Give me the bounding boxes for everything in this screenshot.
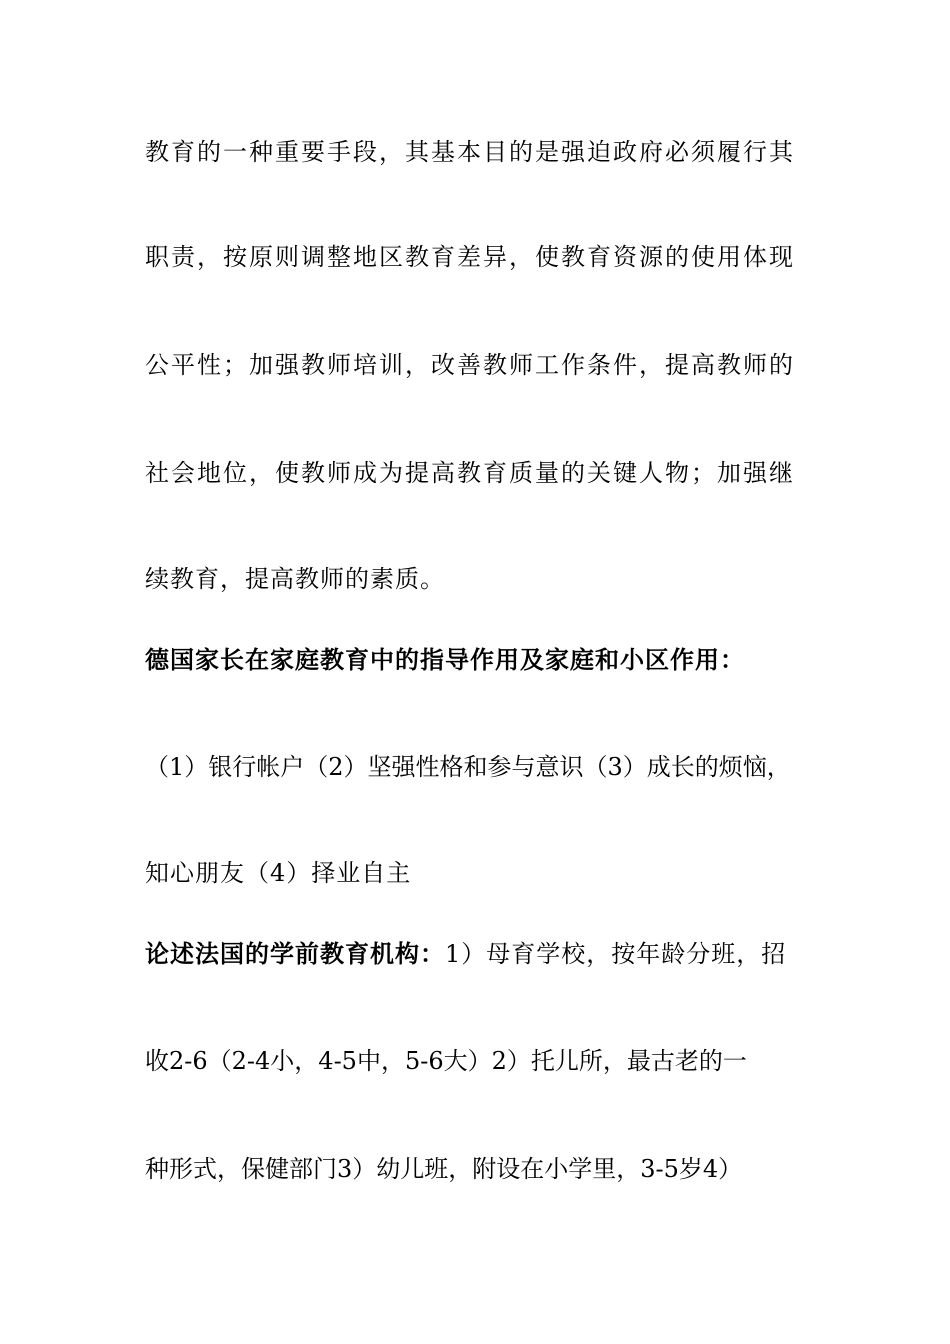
paragraph-line: 社会地位，使教师成为提高教育质量的关键人物；加强继 <box>145 459 795 487</box>
germany-list-line: 知心朋友（4）择业自主 <box>145 859 412 887</box>
section-heading-france: 论述法国的学前教育机构： <box>145 939 445 968</box>
section-heading-germany: 德国家长在家庭教育中的指导作用及家庭和小区作用： <box>145 645 745 674</box>
paragraph-line: 教育的一种重要手段，其基本目的是强迫政府必须履行其 <box>145 138 795 166</box>
france-list-line: 收2-6（2-4小，4-5中，5-6大）2）托儿所，最古老的一 <box>145 1047 747 1075</box>
paragraph-line: 公平性；加强教师培训，改善教师工作条件，提高教师的 <box>145 351 795 379</box>
germany-list-line: （1）银行帐户（2）坚强性格和参与意识（3）成长的烦恼， <box>145 753 791 781</box>
france-list-line: 种形式，保健部门3）幼儿班，附设在小学里，3-5岁4） <box>145 1155 743 1183</box>
paragraph-line: 续教育，提高教师的素质。 <box>145 565 445 593</box>
france-item-text: 1）母育学校，按年龄分班，招 <box>445 940 787 968</box>
france-first-line <box>145 938 825 970</box>
paragraph-line: 职责，按原则调整地区教育差异，使教育资源的使用体现 <box>145 243 795 271</box>
